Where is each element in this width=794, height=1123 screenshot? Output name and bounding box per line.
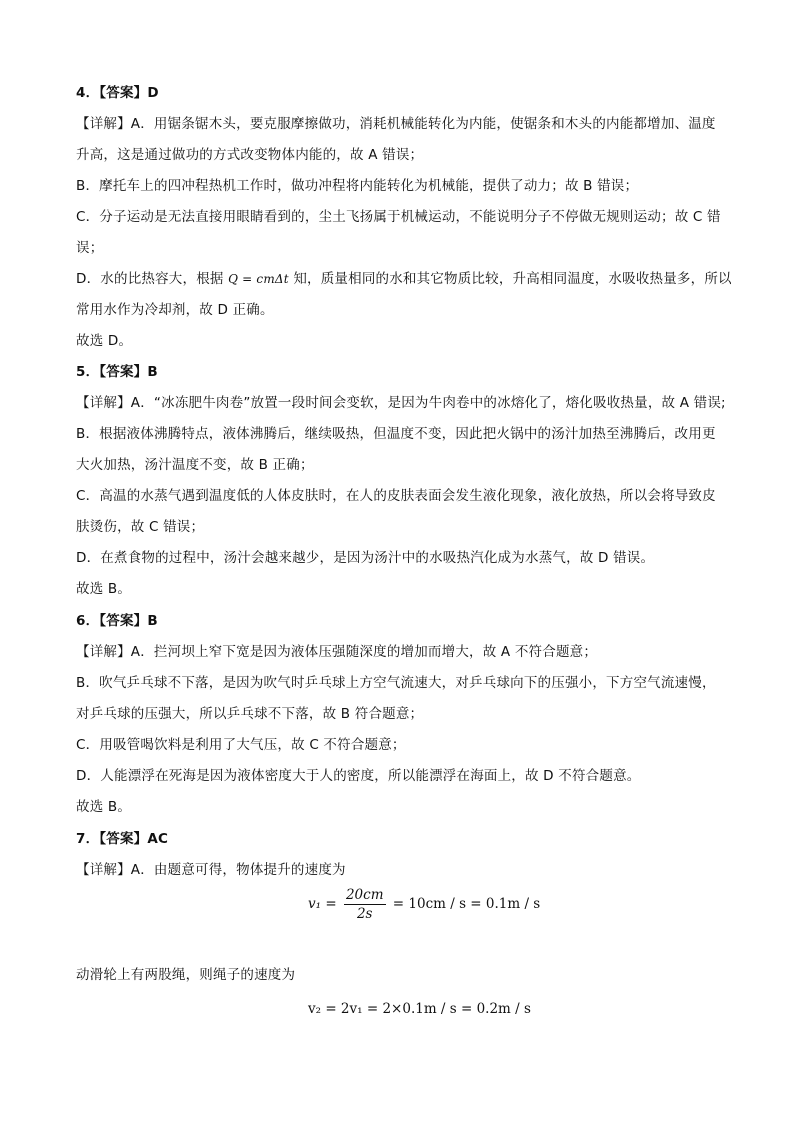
- q6-explanation-line: C．用吸管喝饮料是利用了大气压，故 C 不符合题意；: [76, 737, 406, 753]
- q5-explanation-line: 【详解】A．“冰冻肥牛肉卷”放置一段时间会变软，是因为牛肉卷中的冰熔化了，熔化吸收热量，故 A 错误;: [76, 395, 726, 411]
- velocity-formula-2: v₂ = 2v₁ = 2×0.1m / s = 0.2m / s: [308, 1001, 531, 1017]
- q6-explanation-line: 对乒乓球的压强大，所以乒乓球不下落，故 B 符合题意；: [76, 706, 424, 722]
- q4-explanation-line: 常用水作为冷却剂，故 D 正确。: [76, 302, 274, 318]
- q5-explanation-line: C．高温的水蒸气遇到温度低的人体皮肤时，在人的皮肤表面会发生液化现象，液化放热，所以会将导致皮: [76, 488, 716, 504]
- q4-option-d-text-after: 知，质量相同的水和其它物质比较，升高相同温度，水吸收热量多，所以: [293, 271, 732, 287]
- q4-answer: 4．【答案】D: [76, 85, 159, 101]
- q4-explanation-line: B．摩托车上的四冲程热机工作时，做功冲程将内能转化为机械能，提供了动力；故 B 错误；: [76, 178, 639, 194]
- fraction-numerator: 20cm: [345, 887, 384, 903]
- q4-explanation-line: 升高，这是通过做功的方式改变物体内能的，故 A 错误；: [76, 147, 424, 163]
- q7-explanation-line: 【详解】A．由题意可得，物体提升的速度为: [76, 862, 346, 878]
- formula-fraction: [344, 886, 386, 923]
- q5-choose: 故选 B。: [76, 581, 132, 597]
- heat-formula: Q = cmΔt: [228, 272, 289, 286]
- q7-answer: 7．【答案】AC: [76, 831, 169, 847]
- q4-option-d-line: [76, 270, 732, 288]
- q6-choose: 故选 B。: [76, 799, 132, 815]
- q6-explanation-line: B．吹气乒乓球不下落，是因为吹气时乒乓球上方空气流速大，对乒乓球向下的压强小，下方空气流速慢，: [76, 675, 716, 691]
- q4-explanation-line: 【详解】A．用锯条锯木头，要克服摩擦做功，消耗机械能转化为内能，使锯条和木头的内能都增加、温度: [76, 116, 716, 132]
- velocity-formula-1: [308, 886, 540, 923]
- formula-rhs: = 10cm / s = 0.1m / s: [392, 896, 541, 912]
- fraction-denominator: 2s: [356, 906, 373, 922]
- q5-explanation-line: 大火加热，汤汁温度不变，故 B 正确；: [76, 457, 314, 473]
- q4-explanation-line: C．分子运动是无法直接用眼睛看到的，尘土飞扬属于机械运动，不能说明分子不停做无规则运动；故 C 错: [76, 209, 721, 225]
- q5-explanation-line: 肤烫伤，故 C 错误；: [76, 519, 205, 535]
- q5-explanation-line: D．在煮食物的过程中，汤汁会越来越少，是因为汤汁中的水吸热汽化成为水蒸气，故 D 错误。: [76, 550, 655, 566]
- q6-explanation-line: D．人能漂浮在死海是因为液体密度大于人的密度，所以能漂浮在海面上，故 D 不符合题意。: [76, 768, 641, 784]
- q6-explanation-line: 【详解】A．拦河坝上窄下宽是因为液体压强随深度的增加而增大，故 A 不符合题意；: [76, 644, 598, 660]
- q4-explanation-line: 误；: [76, 240, 104, 256]
- q4-choose: 故选 D。: [76, 333, 133, 349]
- q4-option-d-text: D．水的比热容大，根据: [76, 271, 224, 287]
- q7-explanation-line: 动滑轮上有两股绳，则绳子的速度为: [76, 967, 296, 983]
- q5-answer: 5．【答案】B: [76, 364, 158, 380]
- q5-explanation-line: B．根据液体沸腾特点，液体沸腾后，继续吸热，但温度不变，因此把火锅中的汤汁加热至沸腾后，改用更: [76, 426, 716, 442]
- formula-lhs: v₁ =: [308, 896, 337, 912]
- q6-answer: 6．【答案】B: [76, 613, 158, 629]
